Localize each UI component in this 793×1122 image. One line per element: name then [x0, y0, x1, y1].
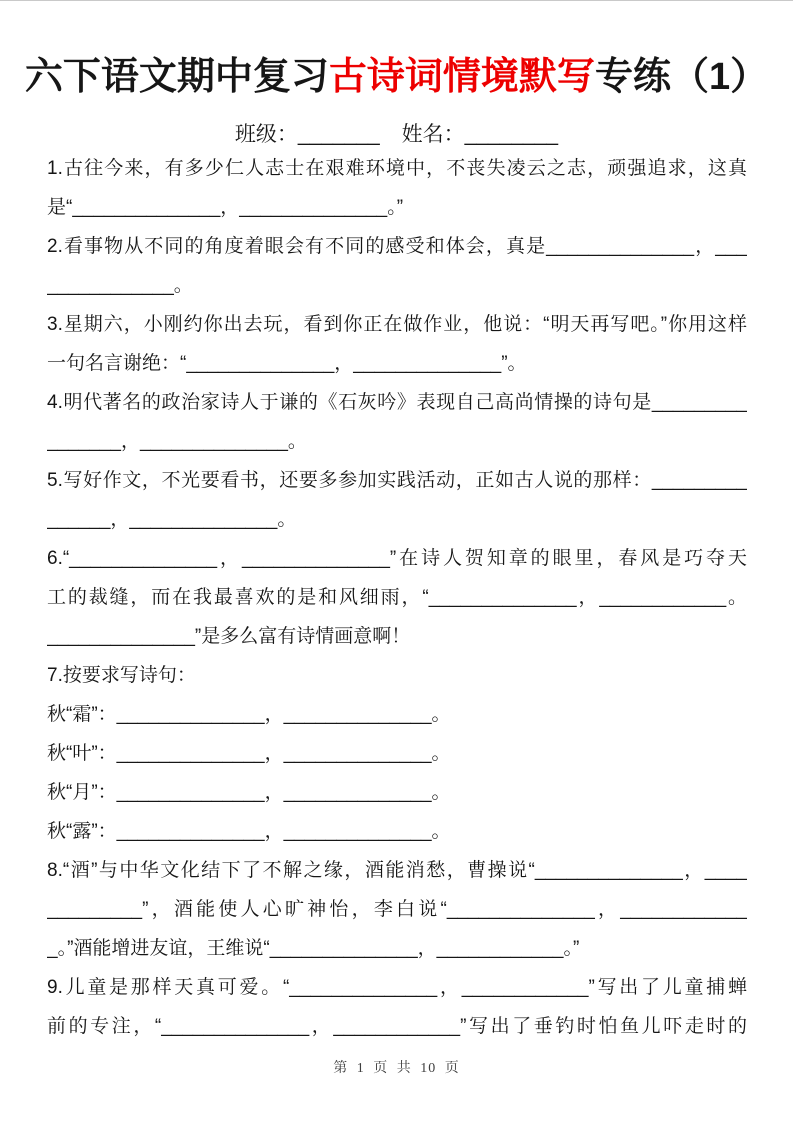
worksheet-line: _______，______________。: [47, 431, 307, 452]
class-label: 班级：: [234, 123, 298, 146]
worksheet-line: ______，______________。: [47, 509, 297, 530]
title-text-highlight: 古诗词情境默写: [328, 56, 595, 98]
questions-body: [47, 149, 747, 1046]
worksheet-line: 工的裁缝，而在我最喜欢的是和风细雨，“______________，____________。: [47, 587, 747, 608]
worksheet-line: 秋“露”：______________，______________。: [47, 821, 451, 842]
page-title: [0, 45, 793, 100]
worksheet-line: 7.按要求写诗句：: [47, 665, 196, 686]
worksheet-line: ____________。: [47, 275, 193, 296]
class-blank-line: _______: [297, 123, 380, 146]
worksheet-line: 秋“霜”：______________，______________。: [47, 704, 451, 725]
class-name-row: [0, 118, 793, 148]
title-text-right: 专练（1）: [594, 56, 769, 98]
worksheet-line: 4.明代著名的政治家诗人于谦的《石灰吟》表现自己高尚情操的诗句是_________: [47, 392, 747, 413]
worksheet-line: _。”酒能增进友谊，王维说“______________，____________。”: [47, 938, 580, 959]
worksheet-line: 秋“叶”：______________，______________。: [47, 743, 451, 764]
worksheet-line: 5.写好作文，不光要看书，还要多参加实践活动，正如古人说的那样：_________: [47, 470, 747, 491]
worksheet-line: 1.古往今来，有多少仁人志士在艰难环境中，不丧失凌云之志，顽强追求，这真: [47, 158, 747, 179]
worksheet-line: 秋“月”：______________，______________。: [47, 782, 451, 803]
worksheet-line: ______________”是多么富有诗情画意啊！: [47, 626, 411, 647]
worksheet-line: 前的专注，“______________，____________”写出了垂钓时怕鱼儿吓走时的: [47, 1016, 747, 1037]
worksheet-line: 3.星期六，小刚约你出去玩，看到你正在做作业，他说：“明天再写吧。”你用这样: [47, 314, 747, 335]
worksheet-line: 9.儿童是那样天真可爱。“______________，____________”写出了儿童捕蝉: [47, 977, 747, 998]
name-blank-line: ________: [464, 123, 559, 146]
page-number: 第 1 页 共 10 页: [333, 1061, 460, 1076]
title-text-left: 六下语文期中复习: [24, 56, 329, 98]
worksheet-line: _________”，酒能使人心旷神怡，李白说“______________，____________: [47, 899, 747, 920]
worksheet-line: 一句名言谢绝：“______________，______________”。: [47, 353, 527, 374]
worksheet-line: 6.“______________，______________”在诗人贺知章的眼里，春风是巧夺天: [47, 548, 747, 569]
worksheet-line: 是“______________，______________。”: [47, 197, 404, 218]
worksheet-line: 8.“酒”与中华文化结下了不解之缘，酒能消愁，曹操说“______________，____: [47, 860, 747, 881]
worksheet-line: 2.看事物从不同的角度着眼会有不同的感受和体会，真是______________，___: [47, 236, 747, 257]
name-label: 姓名：: [401, 123, 465, 146]
